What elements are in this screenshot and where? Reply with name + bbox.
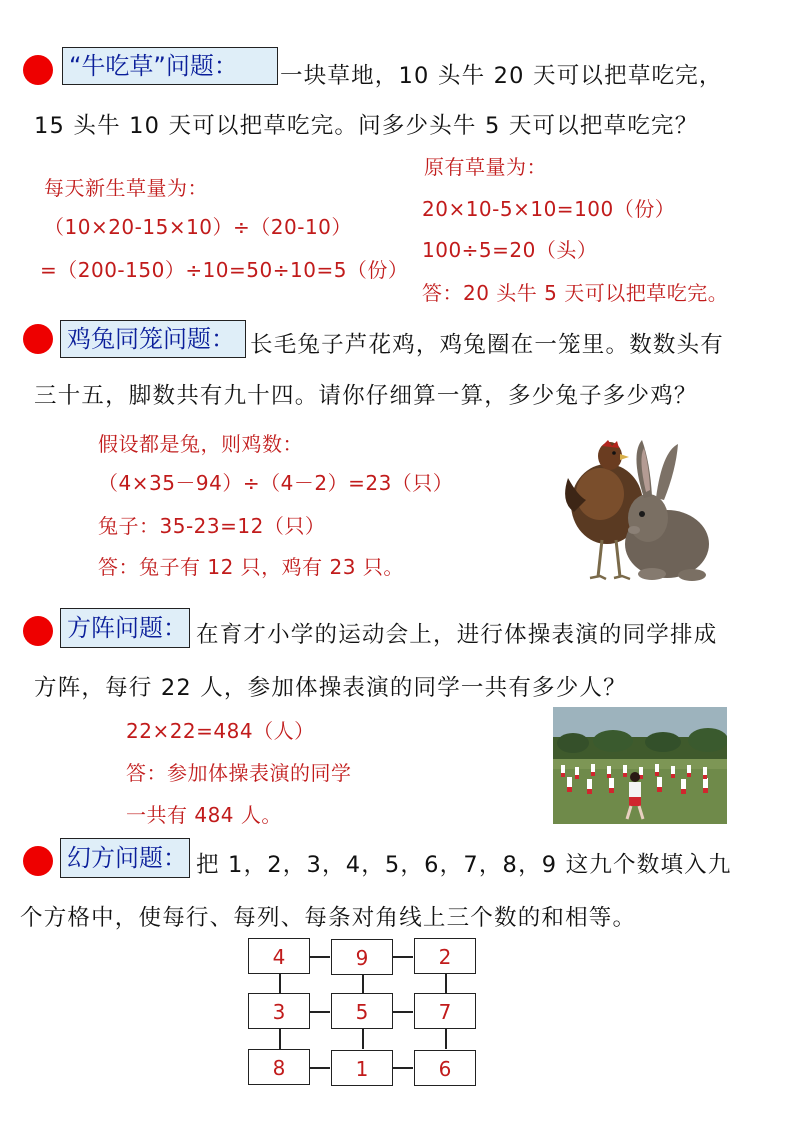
bullet-dot	[23, 846, 53, 876]
question-line-1: 在育才小学的运动会上，进行体操表演的同学排成	[196, 622, 718, 648]
hen-and-rabbit-photo	[562, 432, 712, 584]
solution-line: （4×35－94）÷（4－2）=23（只）	[98, 471, 454, 495]
grid-cell: 6	[414, 1050, 476, 1086]
grid-connector	[310, 1067, 330, 1069]
grid-cell: 5	[331, 993, 393, 1029]
section-label-cattle-grass: “牛吃草”问题：	[62, 47, 278, 85]
question-line-1: 长毛兔子芦花鸡，鸡兔圈在一笼里。数数头有	[250, 332, 725, 358]
solution-right-line: 原有草量为：	[424, 155, 547, 179]
bullet-dot	[23, 55, 53, 85]
question-line-2: 三十五，脚数共有九十四。请你仔细算一算，多少兔子多少鸡？	[34, 383, 698, 409]
grid-cell: 1	[331, 1050, 393, 1086]
solution-left-line: （10×20-15×10）÷（20-10）	[44, 215, 352, 239]
magic-square-grid	[248, 938, 480, 1090]
section-label-magic-square: 幻方问题：	[60, 838, 190, 878]
grid-connector	[362, 1029, 364, 1049]
grid-connector	[310, 956, 330, 958]
grid-cell: 8	[248, 1049, 310, 1085]
answer-line: 答：兔子有 12 只，鸡有 23 只。	[98, 555, 404, 579]
grid-connector	[445, 1029, 447, 1049]
solution-left-line: 每天新生草量为：	[44, 176, 208, 200]
solution-right-line: 20×10-5×10=100（份）	[422, 197, 676, 221]
question-line-2: 15 头牛 10 天可以把草吃完。问多少头牛 5 天可以把草吃完？	[34, 113, 699, 139]
solution-line: 兔子：35-23=12（只）	[98, 514, 326, 538]
grid-connector	[279, 974, 281, 993]
grid-connector	[393, 1011, 413, 1013]
grid-cell: 3	[248, 993, 310, 1029]
bullet-dot	[23, 616, 53, 646]
section-label-chicken-rabbit: 鸡兔同笼问题：	[60, 320, 246, 358]
section-label-square-array: 方阵问题：	[60, 608, 190, 648]
solution-line: 假设都是兔，则鸡数：	[98, 432, 303, 456]
question-line-1: 把 1，2，3，4，5，6，7，8，9 这九个数填入九	[196, 852, 732, 878]
gymnastics-field-photo	[553, 707, 727, 824]
question-line-2: 个方格中，使每行、每列、每条对角线上三个数的和相等。	[20, 905, 637, 931]
grid-connector	[310, 1011, 330, 1013]
grid-connector	[393, 956, 413, 958]
solution-right-line: 100÷5=20（头）	[422, 238, 598, 262]
grid-cell: 7	[414, 993, 476, 1029]
grid-cell: 9	[331, 939, 393, 975]
grid-cell: 2	[414, 938, 476, 974]
bullet-dot	[23, 324, 53, 354]
grid-connector	[279, 1029, 281, 1049]
grid-connector	[445, 974, 447, 993]
answer-line: 一共有 484 人。	[126, 803, 282, 827]
solution-left-line: =（200-150）÷10=50÷10=5（份）	[40, 258, 409, 282]
grid-cell: 4	[248, 938, 310, 974]
grid-connector	[393, 1067, 413, 1069]
answer-line: 答：参加体操表演的同学	[126, 761, 352, 785]
question-line-2: 方阵，每行 22 人，参加体操表演的同学一共有多少人？	[34, 675, 627, 701]
question-line-1: 一块草地，10 头牛 20 天可以把草吃完，	[280, 63, 723, 89]
solution-line: 22×22=484（人）	[126, 719, 315, 743]
answer-line: 答：20 头牛 5 天可以把草吃完。	[422, 281, 729, 305]
grid-connector	[362, 974, 364, 993]
